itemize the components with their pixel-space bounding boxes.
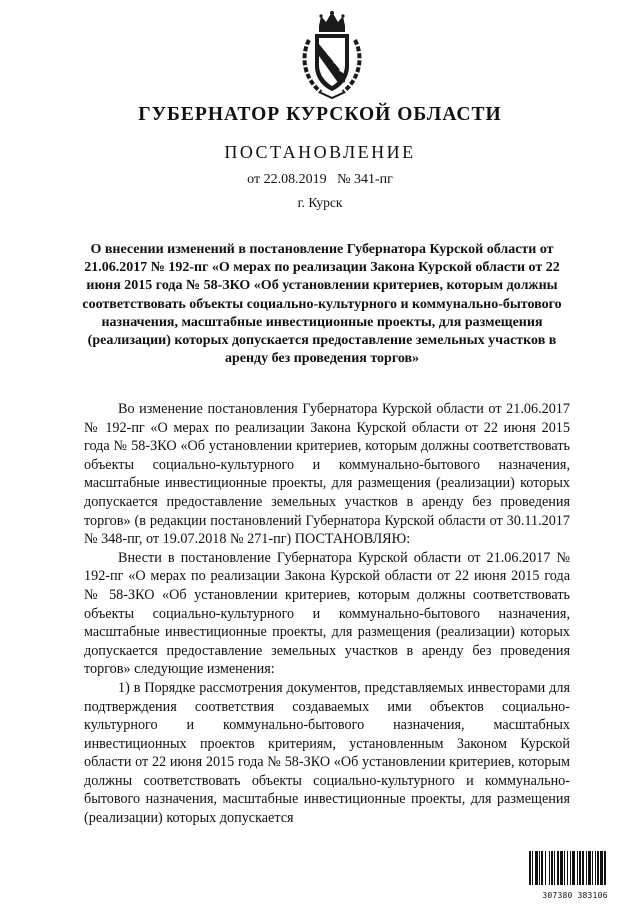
city: г. Курск — [297, 195, 343, 210]
barcode-bar — [588, 851, 591, 885]
barcode-bar — [535, 851, 538, 885]
barcode-number: 307380 383106 — [542, 891, 608, 900]
barcode-bar — [549, 851, 550, 885]
barcode-bar — [539, 851, 540, 885]
barcode-bar — [572, 851, 575, 885]
paragraph: Во изменение постановления Губернатора Курской области от 21.06.2017 № 192-пг «О мерах по реализации Закона Курской области от 22 июня 2015 года № 58-ЗКО «Об установлении критериев, которым должны соответствовать объекты социально-культурного и коммунально-бытового назначения, масштабные инвестиционные проекты, для размещения (реализации) которых допускается предоставление земельных участков в аренду без проведения торгов» (в редакции постановлений Губернатора Курской области от 30.11.2017 № 348-пг, от 19.07.2018 № 271-пг) ПОСТАНОВЛЯЮ: — [84, 401, 570, 548]
barcode-bar — [582, 851, 584, 885]
barcode-bar — [595, 851, 596, 885]
barcode-bar — [545, 851, 546, 885]
barcode-bar — [577, 851, 578, 885]
barcode-bar — [541, 851, 543, 885]
governor-title: ГУБЕРНАТОР КУРСКОЙ ОБЛАСТИ — [138, 104, 502, 125]
coat-of-arms-emblem — [297, 10, 367, 100]
document-date: 22.08.2019 — [263, 172, 327, 187]
barcode-bar — [551, 851, 553, 885]
barcode-bar — [570, 851, 571, 885]
date-prefix: от — [247, 172, 261, 187]
barcode-bar — [532, 851, 533, 885]
barcode-bar — [586, 851, 587, 885]
barcode-bar — [557, 851, 559, 885]
barcode-bar — [567, 851, 568, 885]
document-heading: О внесении изменений в постановление Губернатора Курской области от 21.06.2017 № 192-пг «О мерах по реализации Закона Курской области от 22 июня 2015 года № 58-ЗКО «Об установлении критериев, которым должны соответствовать объекты социально-культурного и коммунально-бытового назначения, масштабные инвестиционные проекты, для размещения (реализации) которых допускается предоставление земельных участков в аренду без проведения торгов» — [82, 242, 562, 367]
barcode-bar — [579, 851, 581, 885]
barcode-bar — [597, 851, 599, 885]
document-number: 341-пг — [353, 172, 393, 187]
number-prefix: № — [337, 172, 351, 187]
paragraph: Внести в постановление Губернатора Курской области от 21.06.2017 № 192-пг «О мерах по реализации Закона Курской области от 22 июня 2015 года № 58-ЗКО «Об установлении критериев, которым должны соответствовать объекты социально-культурного и коммунально-бытового назначения, масштабные инвестиционные проекты, для размещения (реализации) которых допускается предоставление земельных участков в аренду без проведения торгов» следующие изменения: — [84, 549, 570, 678]
document-type: ПОСТАНОВЛЕНИЕ — [224, 142, 416, 162]
barcode-bar — [529, 851, 531, 885]
document-body — [84, 400, 570, 828]
date-number-line — [0, 172, 640, 188]
paragraph: 1) в Порядке рассмотрения документов, представляемых инвесторами для подтверждения соответствия создаваемых ими объектов социально-культурного и коммунально-бытового назначения, масштабных инвестиционных проектов критериям, установленным Законом Курской области от 22 июня 2015 года № 58-ЗКО «Об установлении критериев, которым должны соответствовать объекты социально-культурного и коммунально-бытового назначения, масштабные инвестиционные проекты, для размещения (реализации) которых допускается — [84, 679, 570, 827]
barcode-bar — [560, 851, 563, 885]
barcode-bar — [564, 851, 565, 885]
barcode-bar — [604, 851, 606, 885]
barcode — [528, 851, 622, 900]
barcode-bar — [554, 851, 555, 885]
barcode-bar — [592, 851, 593, 885]
barcode-bar — [600, 851, 603, 885]
barcode-bars — [528, 851, 622, 885]
